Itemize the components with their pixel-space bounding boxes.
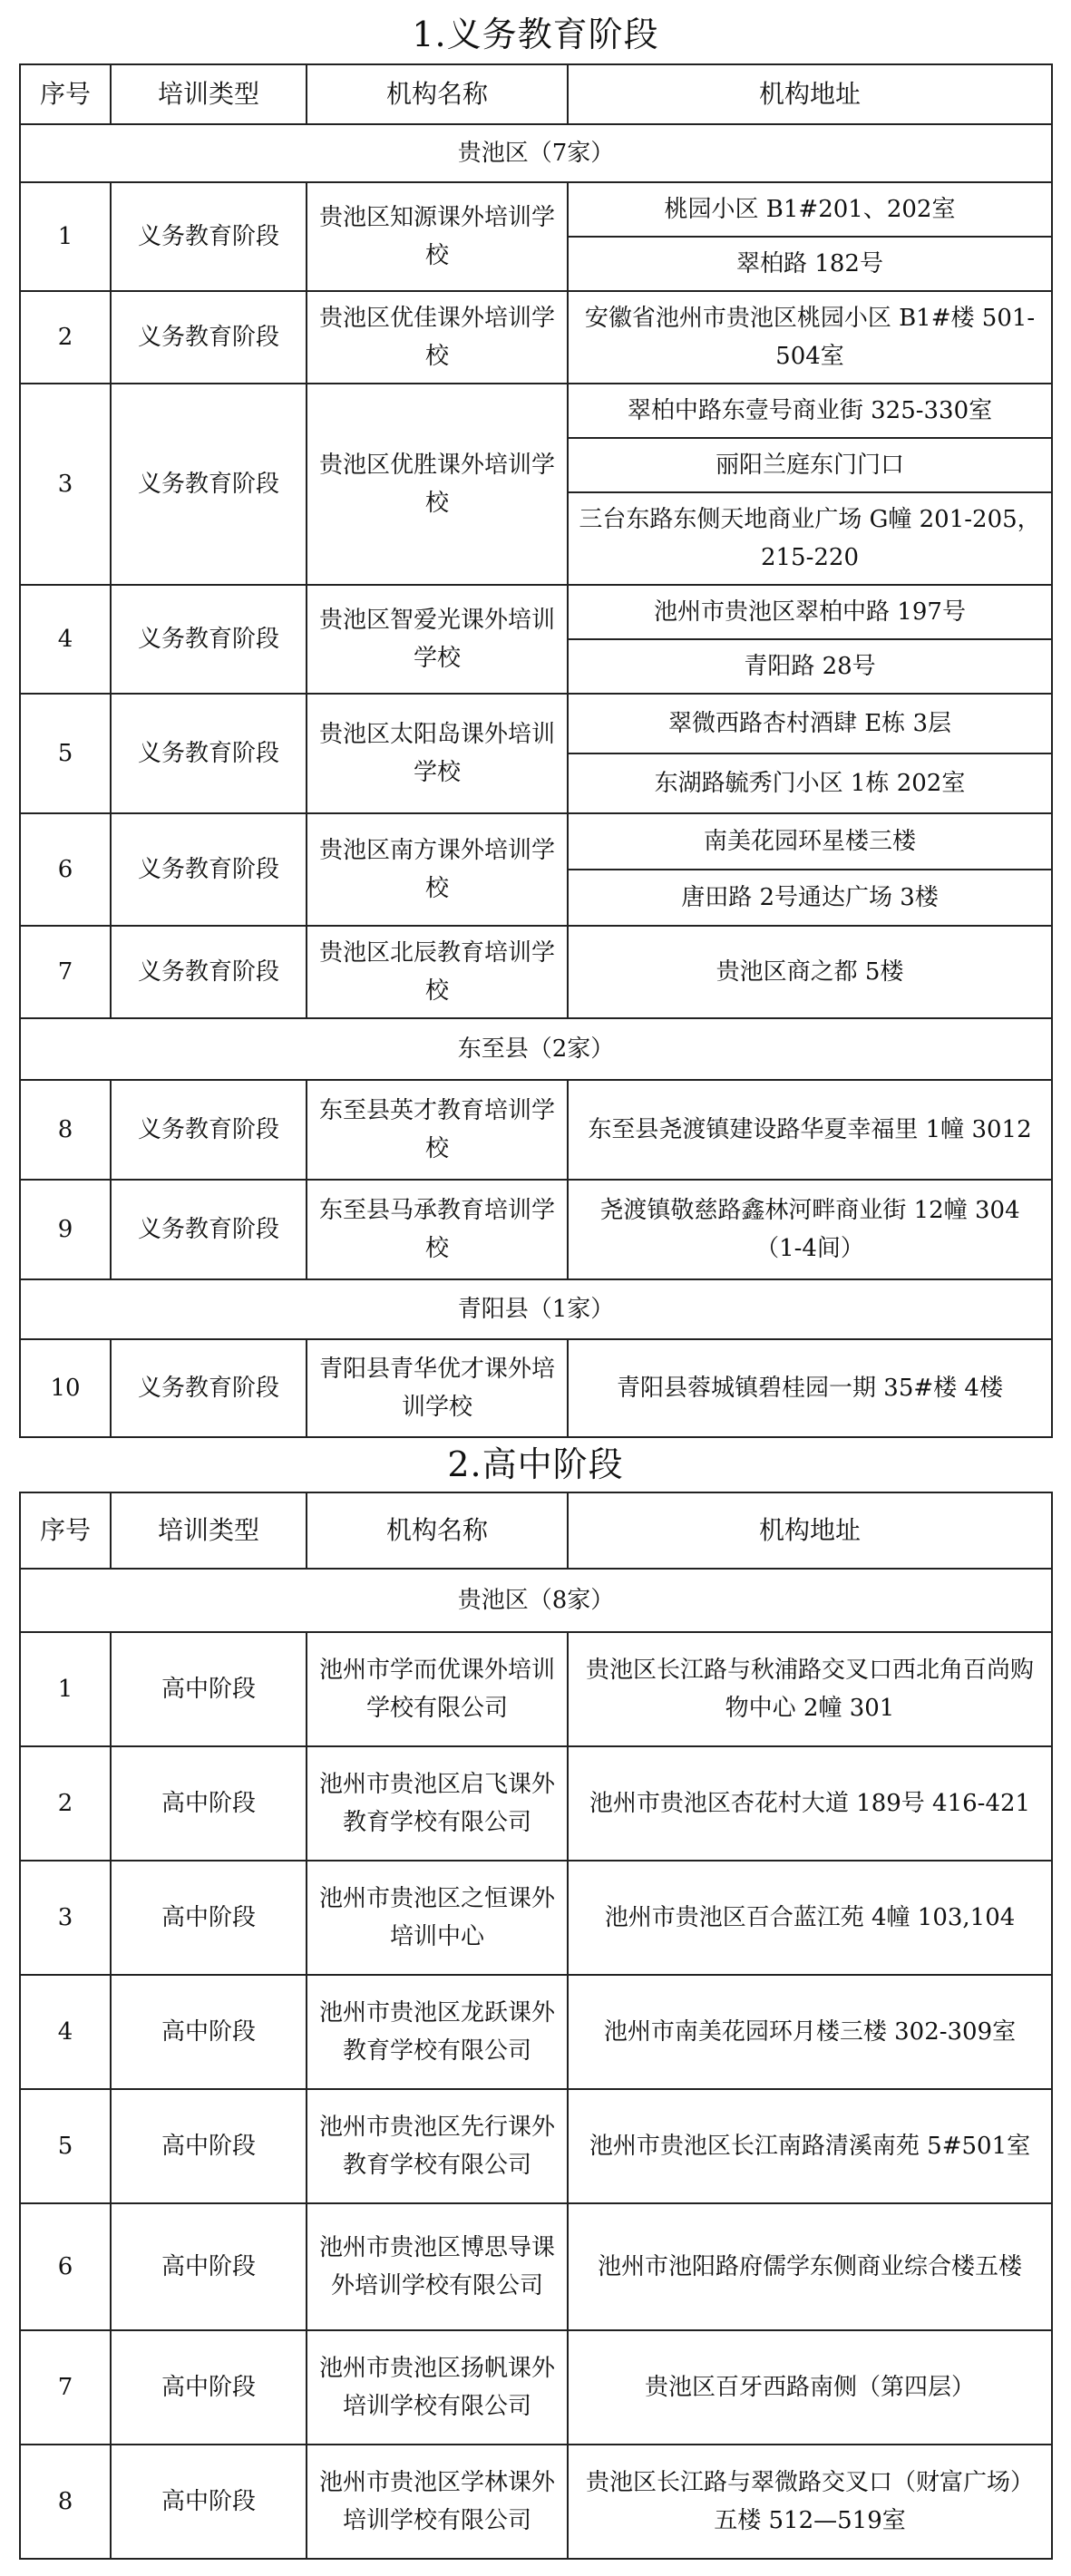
row-name: 东至县英才教育培训学校 <box>307 1080 568 1180</box>
row-no: 1 <box>20 1632 111 1746</box>
row-no: 4 <box>20 585 111 694</box>
row-no: 5 <box>20 694 111 813</box>
row-address: 池州市南美花园环月楼三楼 302-309室 <box>568 1975 1052 2089</box>
table-row <box>20 182 1052 237</box>
table-row <box>20 2089 1052 2203</box>
table-row <box>20 926 1052 1018</box>
header-type: 培训类型 <box>111 1492 307 1569</box>
row-address: 丽阳兰庭东门门口 <box>568 438 1052 492</box>
row-type: 义务教育阶段 <box>111 1180 307 1279</box>
high-school-table <box>19 1492 1053 2560</box>
row-type: 高中阶段 <box>111 2089 307 2203</box>
row-address: 翠微西路杏村酒肆 E栋 3层 <box>568 694 1052 753</box>
row-address: 池州市贵池区翠柏中路 197号 <box>568 585 1052 639</box>
row-type: 义务教育阶段 <box>111 926 307 1018</box>
row-type: 义务教育阶段 <box>111 585 307 694</box>
region-row <box>20 124 1052 182</box>
table-row <box>20 1339 1052 1437</box>
row-no: 3 <box>20 1861 111 1975</box>
row-address: 安徽省池州市贵池区桃园小区 B1#楼 501-504室 <box>568 291 1052 384</box>
row-address: 南美花园环星楼三楼 <box>568 813 1052 870</box>
row-name: 贵池区太阳岛课外培训学校 <box>307 694 568 813</box>
table-row <box>20 384 1052 438</box>
row-address: 贵池区商之都 5楼 <box>568 926 1052 1018</box>
row-type: 义务教育阶段 <box>111 813 307 926</box>
row-address: 池州市贵池区长江南路清溪南苑 5#501室 <box>568 2089 1052 2203</box>
row-name: 贵池区智爱光课外培训学校 <box>307 585 568 694</box>
row-type: 高中阶段 <box>111 1746 307 1861</box>
row-no: 6 <box>20 813 111 926</box>
section2-title: 2.高中阶段 <box>447 1444 624 1484</box>
table-row <box>20 2203 1052 2330</box>
row-name: 池州市贵池区启飞课外教育学校有限公司 <box>307 1746 568 1861</box>
row-address: 翠柏路 182号 <box>568 237 1052 291</box>
row-type: 高中阶段 <box>111 1861 307 1975</box>
row-name: 贵池区知源课外培训学校 <box>307 182 568 291</box>
row-name: 东至县马承教育培训学校 <box>307 1180 568 1279</box>
row-no: 2 <box>20 1746 111 1861</box>
row-address: 贵池区百牙西路南侧（第四层） <box>568 2330 1052 2445</box>
row-no: 2 <box>20 291 111 384</box>
row-name: 青阳县青华优才课外培训学校 <box>307 1339 568 1437</box>
header-row <box>20 64 1052 124</box>
row-address: 翠柏中路东壹号商业街 325-330室 <box>568 384 1052 438</box>
row-type: 高中阶段 <box>111 1975 307 2089</box>
row-address: 唐田路 2号通达广场 3楼 <box>568 870 1052 926</box>
table-row <box>20 1975 1052 2089</box>
row-type: 高中阶段 <box>111 2203 307 2330</box>
header-address: 机构地址 <box>568 64 1052 124</box>
region-label: 贵池区（8家） <box>20 1569 1052 1632</box>
row-address: 三台东路东侧天地商业广场 G幢 201-205，215-220 <box>568 492 1052 585</box>
row-address: 尧渡镇敬慈路鑫林河畔商业街 12幢 304（1-4间） <box>568 1180 1052 1279</box>
header-address: 机构地址 <box>568 1492 1052 1569</box>
region-label: 青阳县（1家） <box>20 1279 1052 1339</box>
row-no: 6 <box>20 2203 111 2330</box>
row-no: 1 <box>20 182 111 291</box>
region-row <box>20 1279 1052 1339</box>
row-no: 3 <box>20 384 111 585</box>
row-address: 东湖路毓秀门小区 1栋 202室 <box>568 753 1052 813</box>
region-row <box>20 1018 1052 1080</box>
row-no: 10 <box>20 1339 111 1437</box>
row-address: 池州市贵池区百合蓝江苑 4幢 103,104 <box>568 1861 1052 1975</box>
table-row <box>20 813 1052 870</box>
region-label: 贵池区（7家） <box>20 124 1052 182</box>
table-row <box>20 1180 1052 1279</box>
row-name: 贵池区北辰教育培训学校 <box>307 926 568 1018</box>
row-no: 7 <box>20 926 111 1018</box>
row-type: 高中阶段 <box>111 1632 307 1746</box>
row-no: 5 <box>20 2089 111 2203</box>
compulsory-education-table <box>19 63 1053 1438</box>
row-type: 义务教育阶段 <box>111 1080 307 1180</box>
row-address: 池州市池阳路府儒学东侧商业综合楼五楼 <box>568 2203 1052 2330</box>
row-no: 7 <box>20 2330 111 2445</box>
row-address: 贵池区长江路与秋浦路交叉口西北角百尚购物中心 2幢 301 <box>568 1632 1052 1746</box>
header-name: 机构名称 <box>307 64 568 124</box>
row-name: 池州市贵池区博思导课外培训学校有限公司 <box>307 2203 568 2330</box>
row-name: 池州市贵池区之恒课外培训中心 <box>307 1861 568 1975</box>
row-address: 贵池区长江路与翠微路交叉口（财富广场）五楼 512—519室 <box>568 2445 1052 2559</box>
table-row <box>20 1632 1052 1746</box>
table-row <box>20 291 1052 384</box>
row-name: 池州市贵池区学林课外培训学校有限公司 <box>307 2445 568 2559</box>
table-row <box>20 2445 1052 2559</box>
row-type: 高中阶段 <box>111 2330 307 2445</box>
row-type: 义务教育阶段 <box>111 694 307 813</box>
row-address: 东至县尧渡镇建设路华夏幸福里 1幢 3012 <box>568 1080 1052 1180</box>
row-name: 贵池区南方课外培训学校 <box>307 813 568 926</box>
row-name: 池州市学而优课外培训学校有限公司 <box>307 1632 568 1746</box>
row-name: 贵池区优胜课外培训学校 <box>307 384 568 585</box>
row-name: 池州市贵池区龙跃课外教育学校有限公司 <box>307 1975 568 2089</box>
row-type: 义务教育阶段 <box>111 291 307 384</box>
header-no: 序号 <box>20 1492 111 1569</box>
header-row <box>20 1492 1052 1569</box>
row-no: 4 <box>20 1975 111 2089</box>
row-type: 义务教育阶段 <box>111 182 307 291</box>
region-row <box>20 1569 1052 1632</box>
region-label: 东至县（2家） <box>20 1018 1052 1080</box>
row-name: 贵池区优佳课外培训学校 <box>307 291 568 384</box>
row-no: 9 <box>20 1180 111 1279</box>
table-row <box>20 1746 1052 1861</box>
table-row <box>20 2330 1052 2445</box>
table-row <box>20 1080 1052 1180</box>
row-address: 池州市贵池区杏花村大道 189号 416-421 <box>568 1746 1052 1861</box>
table-row <box>20 1861 1052 1975</box>
row-type: 义务教育阶段 <box>111 384 307 585</box>
row-name: 池州市贵池区先行课外教育学校有限公司 <box>307 2089 568 2203</box>
row-address: 青阳县蓉城镇碧桂园一期 35#楼 4楼 <box>568 1339 1052 1437</box>
table-row <box>20 694 1052 753</box>
header-type: 培训类型 <box>111 64 307 124</box>
row-address: 桃园小区 B1#201、202室 <box>568 182 1052 237</box>
row-type: 义务教育阶段 <box>111 1339 307 1437</box>
header-no: 序号 <box>20 64 111 124</box>
row-type: 高中阶段 <box>111 2445 307 2559</box>
row-no: 8 <box>20 2445 111 2559</box>
row-address: 青阳路 28号 <box>568 639 1052 694</box>
header-name: 机构名称 <box>307 1492 568 1569</box>
table-row <box>20 585 1052 639</box>
section1-title: 1.义务教育阶段 <box>412 15 659 54</box>
row-name: 池州市贵池区扬帆课外培训学校有限公司 <box>307 2330 568 2445</box>
row-no: 8 <box>20 1080 111 1180</box>
